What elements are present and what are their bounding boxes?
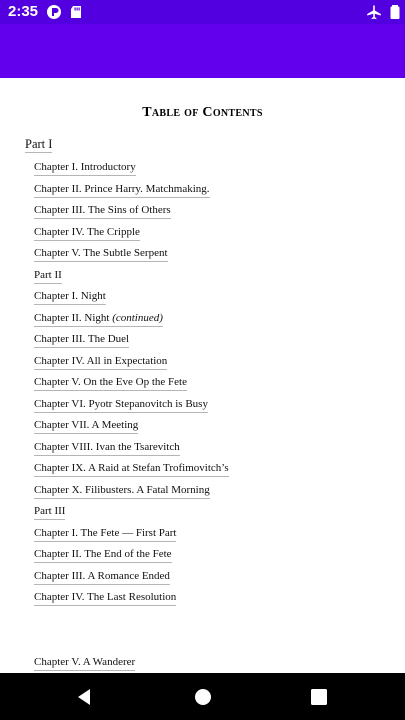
toc-link-part-1[interactable]: Part I	[25, 137, 53, 151]
toc-link-chapter[interactable]: Chapter V. On the Eve Op the Fete	[34, 376, 187, 391]
toc-link-chapter[interactable]: Chapter X. Filibusters. A Fatal Morning	[34, 484, 210, 499]
toc-link-chapter[interactable]: Chapter VI. Pyotr Stepanovitch is Busy	[34, 398, 208, 413]
sd-card-icon	[68, 4, 84, 20]
toc-link-chapter[interactable]: Chapter V. A Wanderer	[34, 656, 135, 671]
toc-link-chapter[interactable]: Chapter IV. All in Expectation	[34, 355, 167, 370]
recents-icon[interactable]	[307, 685, 331, 709]
toc-link-chapter[interactable]: Chapter III. The Sins of Others	[34, 204, 171, 219]
toc-link-chapter[interactable]: Chapter IX. A Raid at Stefan Trofimovitch’s	[34, 462, 229, 477]
status-bar	[0, 0, 405, 24]
toc-link-chapter[interactable]: Chapter I. Introductory	[34, 161, 136, 176]
back-icon[interactable]	[73, 685, 97, 709]
toc-link-chapter[interactable]: Chapter II. The End of the Fete	[34, 548, 172, 563]
toc-link-chapter[interactable]: Chapter III. The Duel	[34, 333, 129, 348]
toc-link-chapter[interactable]	[34, 312, 163, 327]
toc-link-chapter[interactable]: Chapter VIII. Ivan the Tsarevitch	[34, 441, 180, 456]
toc-link-chapter[interactable]: Chapter II. Prince Harry. Matchmaking.	[34, 183, 210, 198]
toc-link-part-3[interactable]: Part III	[34, 505, 65, 520]
battery-icon	[387, 4, 403, 20]
table-of-contents[interactable]	[0, 78, 405, 673]
toc-link-part-2[interactable]: Part II	[34, 269, 62, 284]
toc-heading: Table of Contents	[142, 105, 263, 120]
toc-link-chapter[interactable]: Chapter IV. The Last Resolution	[34, 591, 176, 606]
navigation-bar	[0, 673, 405, 720]
toc-link-chapter[interactable]: Chapter III. A Romance Ended	[34, 570, 170, 585]
status-time: 2:35	[8, 3, 39, 20]
home-icon[interactable]	[191, 685, 215, 709]
toc-link-chapter[interactable]: Chapter I. The Fete — First Part	[34, 527, 176, 542]
airplane-mode-icon	[366, 4, 382, 20]
toc-link-chapter[interactable]: Chapter V. The Subtle Serpent	[34, 247, 168, 262]
toc-link-chapter[interactable]: Chapter IV. The Cripple	[34, 226, 140, 241]
toc-link-label-italic: (continued)	[112, 312, 163, 324]
toc-link-label: Chapter II. Night	[34, 312, 110, 324]
app-notification-icon	[46, 4, 62, 20]
app-bar	[0, 24, 405, 78]
toc-link-chapter[interactable]: Chapter VII. A Meeting	[34, 419, 138, 434]
toc-link-chapter[interactable]: Chapter I. Night	[34, 290, 106, 305]
